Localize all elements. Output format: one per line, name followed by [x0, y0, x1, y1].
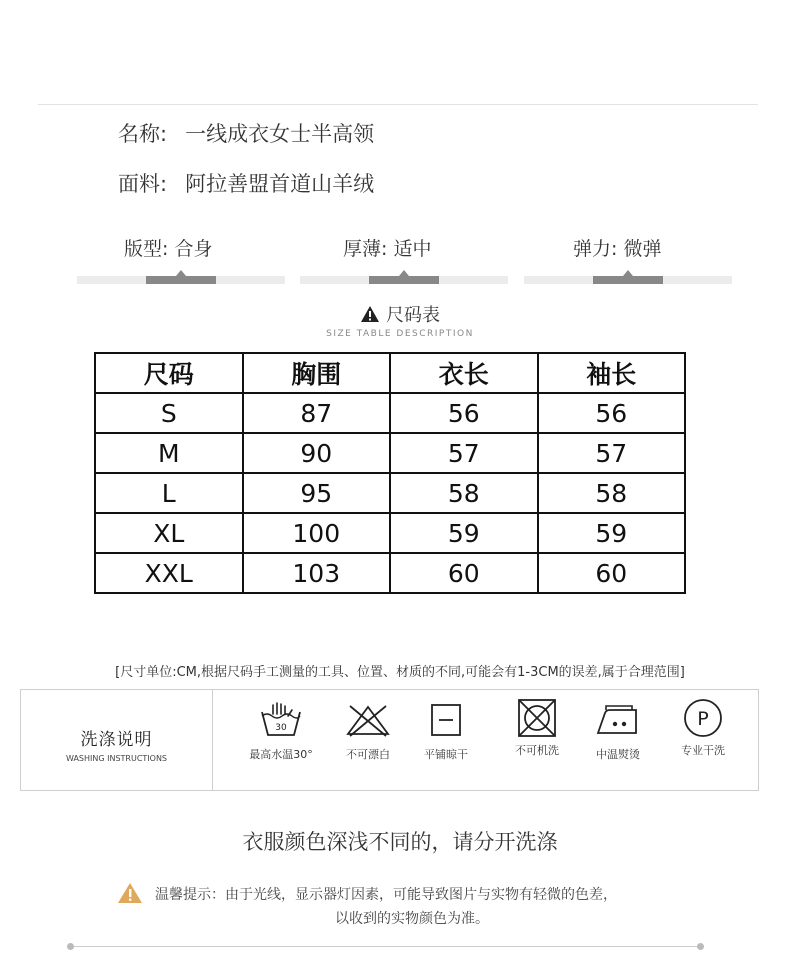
fit-attribute-label: 版型: 合身	[124, 238, 213, 260]
table-row	[95, 513, 685, 553]
no-bleach-icon	[344, 702, 392, 738]
size-table-subtitle: SIZE TABLE DESCRIPTION	[326, 329, 474, 339]
table-cell: 58	[390, 473, 538, 513]
table-cell: 59	[538, 513, 686, 553]
table-cell: 87	[243, 393, 391, 433]
iron-medium-icon	[594, 702, 642, 738]
table-row	[95, 473, 685, 513]
wash-label-no-machine-wash: 不可机洗	[515, 744, 559, 757]
no-machine-wash-icon	[517, 698, 557, 738]
header-chest: 胸围	[243, 353, 391, 393]
table-cell: 100	[243, 513, 391, 553]
size-table	[94, 352, 686, 594]
washing-title: 洗涤说明	[80, 730, 153, 750]
header-length: 衣长	[390, 353, 538, 393]
tip-line-2: 以收到的实物颜色为准。	[335, 911, 489, 927]
svg-text:P: P	[697, 708, 709, 730]
table-cell: XL	[95, 513, 243, 553]
bottom-divider	[70, 946, 700, 947]
divider-dot-right	[697, 943, 704, 950]
table-cell: 57	[390, 433, 538, 473]
fabric-row	[118, 168, 374, 198]
wash-item-dry-clean	[658, 702, 748, 758]
size-table-title: 尺码表	[386, 305, 440, 326]
warning-icon	[360, 305, 380, 323]
table-cell: 59	[390, 513, 538, 553]
wash-item-iron	[573, 702, 663, 762]
name-value: 一线成衣女士半高领	[185, 122, 375, 146]
table-cell: 57	[538, 433, 686, 473]
name-label: 名称:	[118, 122, 168, 146]
washing-title-block	[21, 690, 213, 790]
table-cell: 103	[243, 553, 391, 593]
table-row	[95, 553, 685, 593]
size-table-heading	[0, 301, 800, 339]
header-sleeve: 袖长	[538, 353, 686, 393]
wash-item-no-machine-wash	[492, 702, 582, 758]
washing-subtitle: WASHING INSTRUCTIONS	[65, 754, 168, 763]
top-divider	[38, 104, 758, 105]
wash-item-no-bleach	[323, 702, 413, 762]
table-cell: 95	[243, 473, 391, 513]
wash-item-hand-wash	[236, 702, 326, 762]
wash-label-hand-wash: 最高水温30°	[249, 748, 313, 761]
table-cell: M	[95, 433, 243, 473]
elasticity-scale	[524, 276, 732, 284]
hand-wash-30-icon	[259, 702, 303, 738]
thickness-scale	[300, 276, 508, 284]
table-cell: 60	[538, 553, 686, 593]
table-cell: S	[95, 393, 243, 433]
header-size: 尺码	[95, 353, 243, 393]
divider-dot-left	[67, 943, 74, 950]
tip-line-1: 温馨提示：由于光线，显示器灯因素，可能导致图片与实物有轻微的色差，	[155, 887, 617, 903]
svg-text:30: 30	[275, 723, 287, 733]
washing-instructions-panel	[20, 689, 759, 791]
size-table-header-row	[95, 353, 685, 393]
wash-label-dry-flat: 平铺晾干	[424, 748, 468, 761]
wash-label-no-bleach: 不可漂白	[346, 748, 390, 761]
elasticity-attribute-label: 弹力: 微弹	[573, 238, 662, 260]
dry-flat-icon	[428, 702, 464, 738]
color-separate-note: 衣服颜色深浅不同的，请分开洗涤	[242, 830, 558, 854]
product-name-row	[118, 118, 374, 148]
table-cell: 56	[390, 393, 538, 433]
table-cell: 60	[390, 553, 538, 593]
table-cell: 90	[243, 433, 391, 473]
professional-dry-clean-icon	[682, 697, 724, 739]
table-row	[95, 433, 685, 473]
table-cell: XXL	[95, 553, 243, 593]
wash-item-dry-flat	[401, 702, 491, 762]
fit-scale-marker	[146, 276, 216, 284]
table-row	[95, 393, 685, 433]
fabric-label: 面料:	[118, 172, 168, 196]
table-cell: L	[95, 473, 243, 513]
wash-label-iron: 中温熨烫	[596, 748, 640, 761]
fit-scale	[77, 276, 285, 284]
table-cell: 58	[538, 473, 686, 513]
elasticity-scale-marker	[593, 276, 663, 284]
fabric-value: 阿拉善盟首道山羊绒	[185, 172, 375, 196]
thickness-attribute-label: 厚薄: 适中	[343, 238, 432, 260]
measurement-note: [尺寸单位:CM,根据尺码手工测量的工具、位置、材质的不同,可能会有1-3CM的误差,属于合理范围]	[115, 665, 685, 680]
thickness-scale-marker	[369, 276, 439, 284]
warning-icon	[117, 882, 143, 904]
table-cell: 56	[538, 393, 686, 433]
wash-label-dry-clean: 专业干洗	[681, 744, 725, 757]
